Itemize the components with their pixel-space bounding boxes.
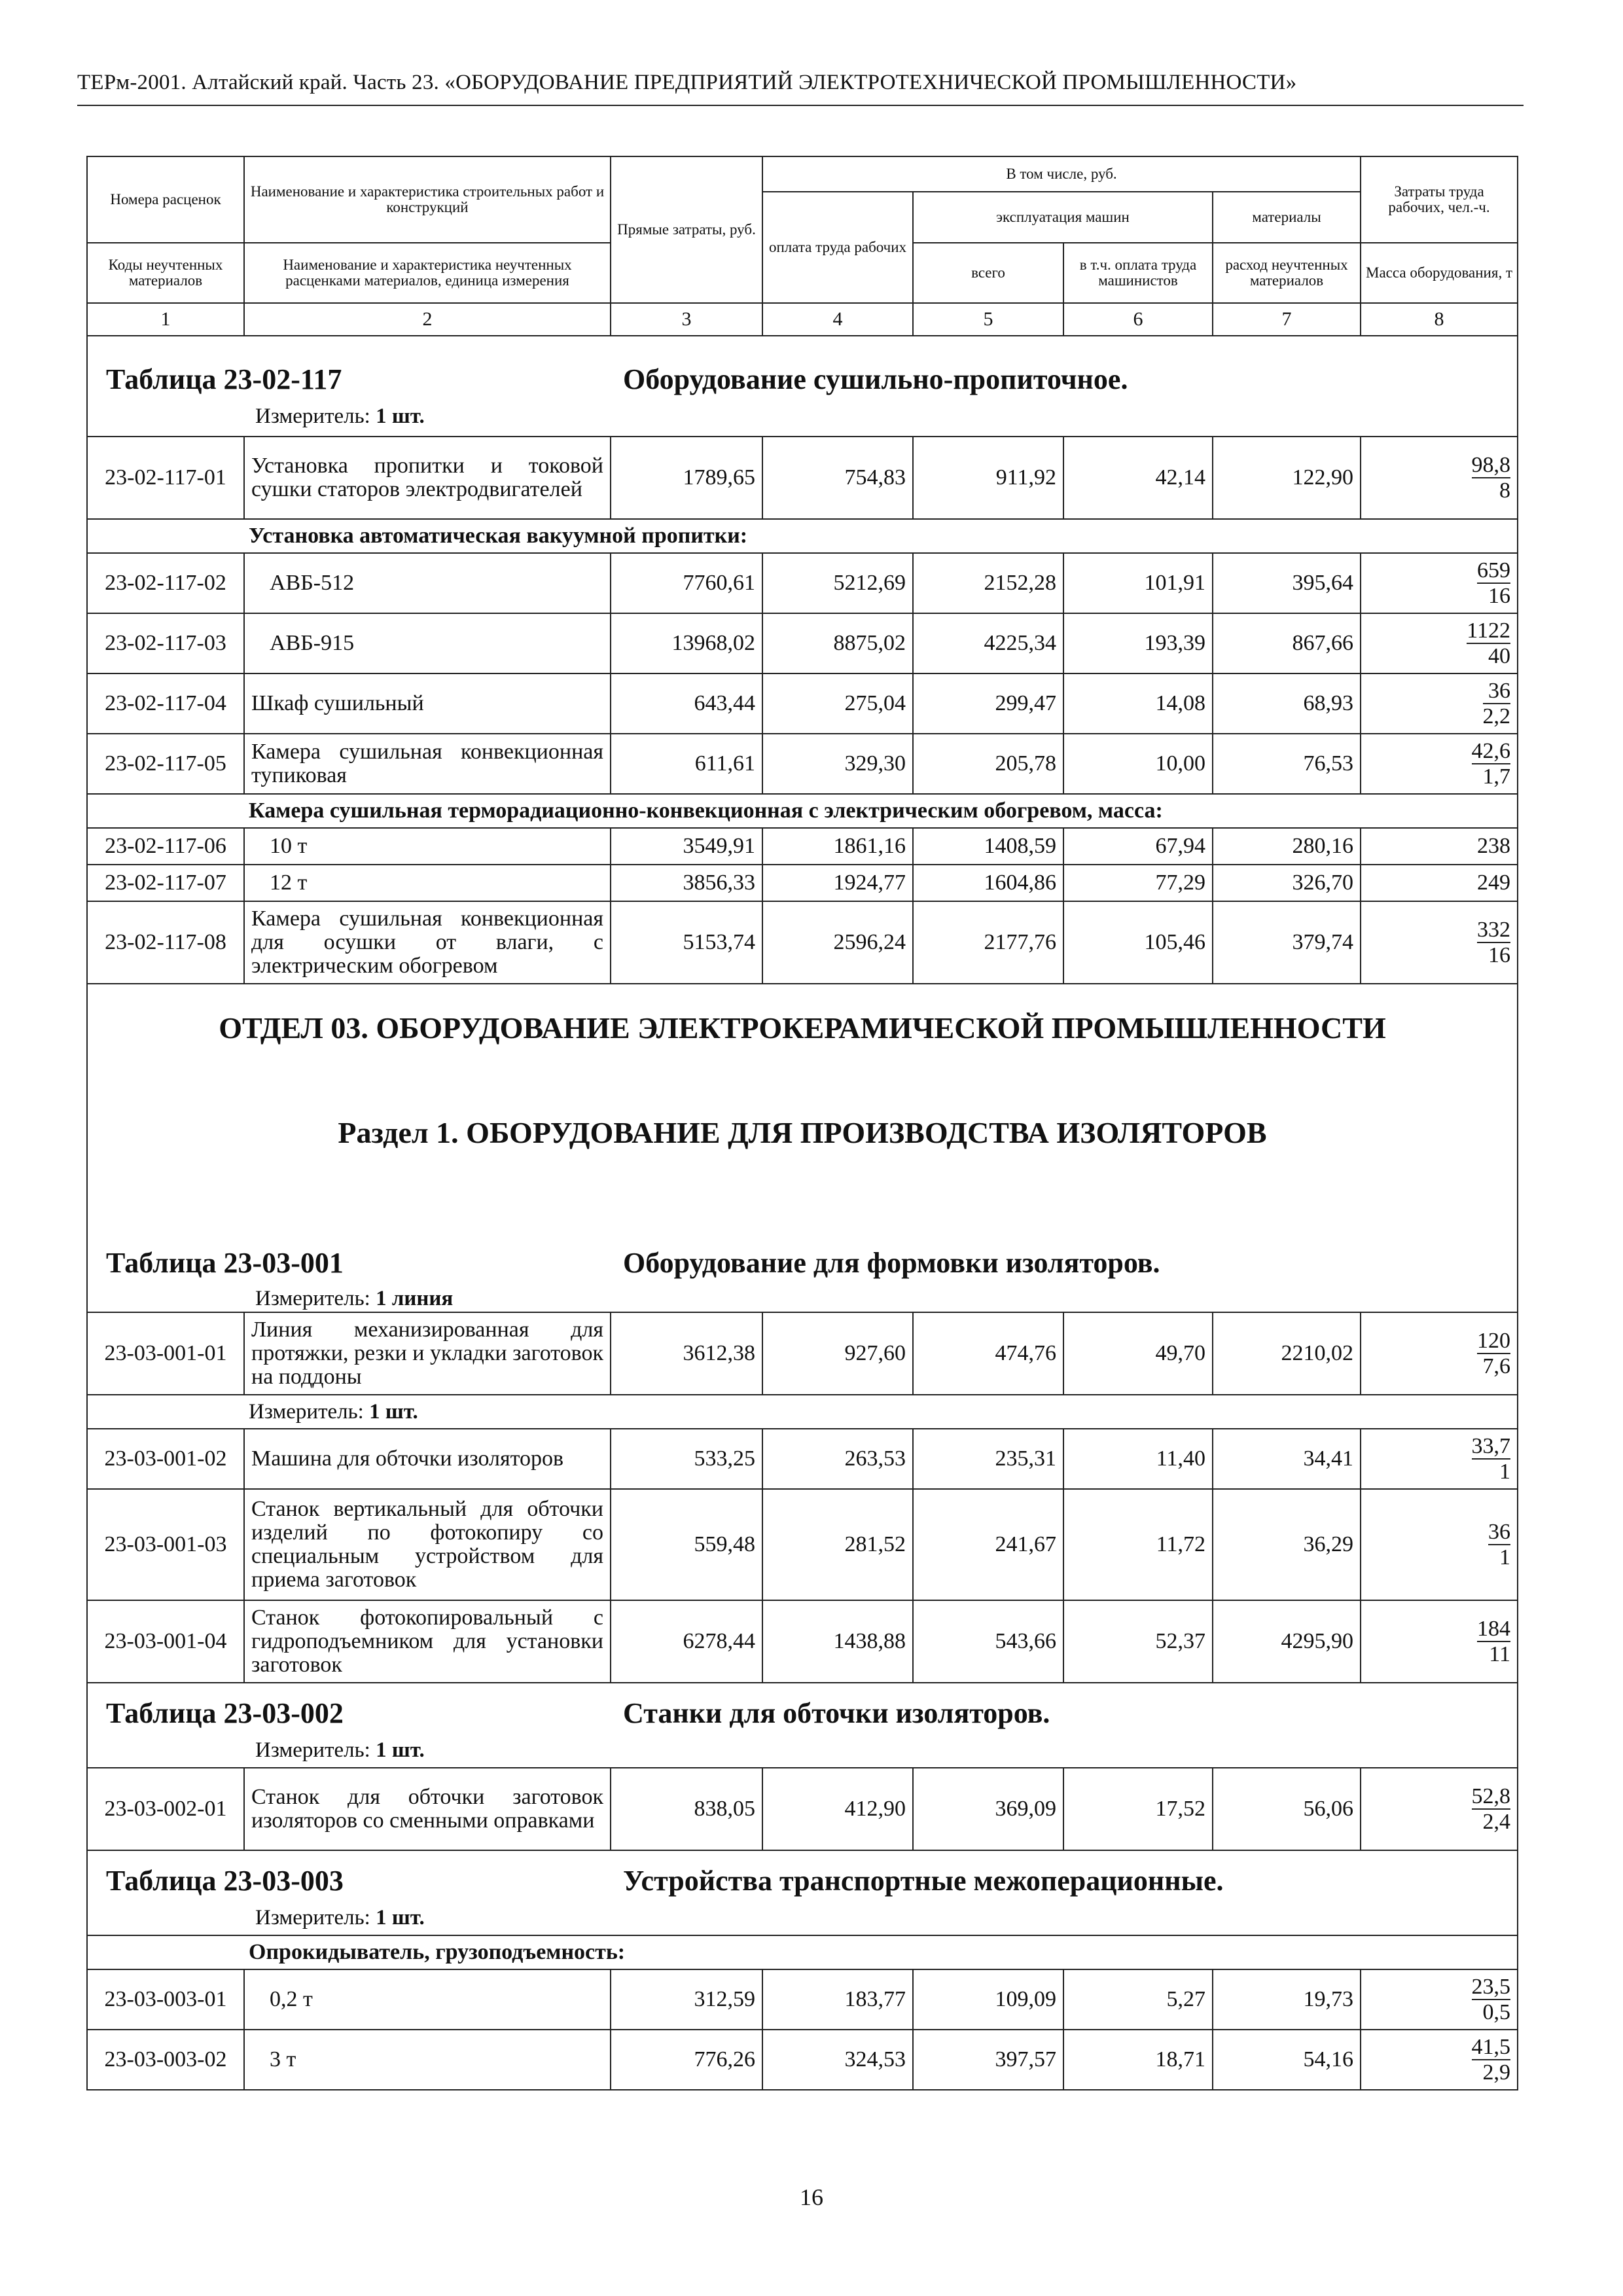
machines-total: 2177,76 — [913, 901, 1063, 984]
operator-pay: 11,72 — [1063, 1489, 1213, 1600]
worker-pay: 324,53 — [762, 2030, 913, 2090]
table-number: Таблица 23-02-117 — [106, 363, 342, 395]
table-row — [87, 1312, 1518, 1395]
direct-costs: 3612,38 — [611, 1312, 762, 1395]
machines-total: 299,47 — [913, 673, 1063, 734]
rate-name: Камера сушильная конвекционная тупиковая — [244, 734, 611, 794]
rate-code: 23-02-117-08 — [87, 901, 244, 984]
machines-total: 4225,34 — [913, 613, 1063, 673]
worker-pay: 1861,16 — [762, 828, 913, 865]
equipment-mass: 238 — [1361, 828, 1518, 865]
rate-name: 10 т — [244, 828, 611, 865]
table-name: Станки для обточки изоляторов. — [623, 1697, 1050, 1729]
rate-code: 23-03-001-04 — [87, 1600, 244, 1683]
worker-pay: 927,60 — [762, 1312, 913, 1395]
department-heading: ОТДЕЛ 03. ОБОРУДОВАНИЕ ЭЛЕКТРОКЕРАМИЧЕСКОЙ ПРОМЫШЛЕННОСТИ — [219, 1011, 1386, 1045]
direct-costs: 838,05 — [611, 1768, 762, 1850]
table-row — [87, 1600, 1518, 1683]
worker-pay: 1438,88 — [762, 1600, 913, 1683]
machines-total: 397,57 — [913, 2030, 1063, 2090]
table-row — [87, 673, 1518, 734]
rate-name: Станок для обточки заготовок изоляторов со сменными оправками — [244, 1768, 611, 1850]
materials: 122,90 — [1213, 437, 1361, 519]
rate-code: 23-02-117-07 — [87, 865, 244, 901]
labor-mass: $\frac{52,8}{2,4}$ — [1361, 1768, 1518, 1850]
direct-costs: 7760,61 — [611, 553, 762, 613]
measure-unit: Измеритель: 1 шт. — [255, 1906, 425, 1929]
table-number: Таблица 23-03-001 — [106, 1247, 344, 1279]
direct-costs: 533,25 — [611, 1429, 762, 1489]
rate-name: Станок фотокопировальный с гидроподъемником для установки заготовок — [244, 1600, 611, 1683]
rate-code: 23-02-117-01 — [87, 437, 244, 519]
rate-name: АВБ-512 — [244, 553, 611, 613]
materials: 68,93 — [1213, 673, 1361, 734]
rate-name: 0,2 т — [244, 1969, 611, 2030]
col-number: 6 — [1063, 303, 1213, 336]
worker-pay: 8875,02 — [762, 613, 913, 673]
subgroup-caption: Установка автоматическая вакуумной пропитки: — [87, 519, 1518, 553]
rate-code: 23-03-001-01 — [87, 1312, 244, 1395]
measure-unit: Измеритель: 1 линия — [255, 1287, 454, 1310]
subgroup-caption: Опрокидыватель, грузоподъемность: — [87, 1935, 1518, 1969]
operator-pay: 49,70 — [1063, 1312, 1213, 1395]
machines-total: 474,76 — [913, 1312, 1063, 1395]
col-number: 3 — [611, 303, 762, 336]
direct-costs: 643,44 — [611, 673, 762, 734]
section-heading: Раздел 1. ОБОРУДОВАНИЕ ДЛЯ ПРОИЗВОДСТВА ИЗОЛЯТОРОВ — [338, 1116, 1267, 1149]
page-number: 16 — [800, 2184, 823, 2210]
worker-pay: 5212,69 — [762, 553, 913, 613]
running-title: ТЕРм-2001. Алтайский край. Часть 23. «ОБОРУДОВАНИЕ ПРЕДПРИЯТИЙ ЭЛЕКТРОТЕХНИЧЕСКОЙ ПРОМЫШЛЕННОСТИ» — [77, 71, 1297, 94]
rate-name: Установка пропитки и токовой сушки статоров электродвигателей — [244, 437, 611, 519]
rate-code: 23-02-117-05 — [87, 734, 244, 794]
section-heading-block — [87, 984, 1518, 1312]
operator-pay: 10,00 — [1063, 734, 1213, 794]
col-number: 5 — [913, 303, 1063, 336]
materials: 280,16 — [1213, 828, 1361, 865]
rate-code: 23-02-117-04 — [87, 673, 244, 734]
operator-pay: 52,37 — [1063, 1600, 1213, 1683]
table-row — [87, 1489, 1518, 1600]
labor-mass: $\frac{659}{16}$ — [1361, 553, 1518, 613]
direct-costs: 3549,91 — [611, 828, 762, 865]
rate-code: 23-02-117-03 — [87, 613, 244, 673]
worker-pay: 329,30 — [762, 734, 913, 794]
labor-mass: $\frac{36}{1}$ — [1361, 1489, 1518, 1600]
table-name: Оборудование для формовки изоляторов. — [623, 1247, 1160, 1279]
machines-total: 235,31 — [913, 1429, 1063, 1489]
measure-unit: Измеритель: 1 шт. — [87, 1395, 1518, 1429]
direct-costs: 611,61 — [611, 734, 762, 794]
col-number: 8 — [1361, 303, 1518, 336]
col-including: В том числе, руб. — [762, 156, 1361, 192]
direct-costs: 6278,44 — [611, 1600, 762, 1683]
labor-mass: $\frac{184}{11}$ — [1361, 1600, 1518, 1683]
col-rate-numbers: Номера расценок — [87, 156, 244, 243]
materials: 19,73 — [1213, 1969, 1361, 2030]
table-number: Таблица 23-03-003 — [106, 1865, 344, 1897]
rate-name: Камера сушильная конвекционная для осушки от влаги, с электрическим обогревом — [244, 901, 611, 984]
col-worker-pay: оплата труда рабочих — [762, 192, 913, 303]
direct-costs: 5153,74 — [611, 901, 762, 984]
worker-pay: 183,77 — [762, 1969, 913, 2030]
col-direct-costs: Прямые затраты, руб. — [611, 156, 762, 303]
worker-pay: 263,53 — [762, 1429, 913, 1489]
col-material-codes: Коды неучтенных материалов — [87, 243, 244, 303]
operator-pay: 17,52 — [1063, 1768, 1213, 1850]
machines-total: 1604,86 — [913, 865, 1063, 901]
operator-pay: 11,40 — [1063, 1429, 1213, 1489]
table-row — [87, 901, 1518, 984]
operator-pay: 77,29 — [1063, 865, 1213, 901]
rate-code: 23-03-003-01 — [87, 1969, 244, 2030]
table-row — [87, 1768, 1518, 1850]
table-row — [87, 2030, 1518, 2090]
labor-mass: $\frac{42,6}{1,7}$ — [1361, 734, 1518, 794]
operator-pay: 105,46 — [1063, 901, 1213, 984]
direct-costs: 559,48 — [611, 1489, 762, 1600]
worker-pay: 275,04 — [762, 673, 913, 734]
rates-table — [86, 156, 1518, 2090]
materials: 2210,02 — [1213, 1312, 1361, 1395]
rate-name: Шкаф сушильный — [244, 673, 611, 734]
measure-unit: Измеритель: 1 шт. — [255, 1738, 425, 1762]
direct-costs: 1789,65 — [611, 437, 762, 519]
rate-code: 23-03-002-01 — [87, 1768, 244, 1850]
rate-name: Станок вертикальный для обточки изделий по фотокопиру со специальным устройством для приема заготовок — [244, 1489, 611, 1600]
materials: 867,66 — [1213, 613, 1361, 673]
operator-pay: 5,27 — [1063, 1969, 1213, 2030]
table-name: Оборудование сушильно-пропиточное. — [623, 363, 1128, 395]
labor-mass: $\frac{98,8}{8}$ — [1361, 437, 1518, 519]
table-row — [87, 1429, 1518, 1489]
rate-name: 12 т — [244, 865, 611, 901]
table-row — [87, 437, 1518, 519]
labor-mass: $\frac{120}{7,6}$ — [1361, 1312, 1518, 1395]
col-equipment-mass: Масса оборудования, т — [1361, 243, 1518, 303]
labor-mass: $\frac{1122}{40}$ — [1361, 613, 1518, 673]
table-row — [87, 734, 1518, 794]
table-title-block — [87, 336, 1518, 437]
direct-costs: 776,26 — [611, 2030, 762, 2090]
col-materials: материалы — [1213, 192, 1361, 243]
col-operator-pay: в т.ч. оплата труда машинистов — [1063, 243, 1213, 303]
machines-total: 543,66 — [913, 1600, 1063, 1683]
col-work-name: Наименование и характеристика строительных работ и конструкций — [244, 156, 611, 243]
direct-costs: 13968,02 — [611, 613, 762, 673]
table-row — [87, 828, 1518, 865]
machines-total: 2152,28 — [913, 553, 1063, 613]
machines-total: 205,78 — [913, 734, 1063, 794]
labor-mass: $\frac{332}{16}$ — [1361, 901, 1518, 984]
rate-name: Линия механизированная для протяжки, резки и укладки заготовок на поддоны — [244, 1312, 611, 1395]
machines-total: 369,09 — [913, 1768, 1063, 1850]
materials: 34,41 — [1213, 1429, 1361, 1489]
direct-costs: 3856,33 — [611, 865, 762, 901]
labor-mass: $\frac{36}{2,2}$ — [1361, 673, 1518, 734]
measure-unit: Измеритель: 1 шт. — [255, 404, 425, 428]
col-number: 4 — [762, 303, 913, 336]
materials: 76,53 — [1213, 734, 1361, 794]
col-material-names: Наименование и характеристика неучтенных расценками материалов, единица измерения — [244, 243, 611, 303]
operator-pay: 193,39 — [1063, 613, 1213, 673]
worker-pay: 1924,77 — [762, 865, 913, 901]
materials: 326,70 — [1213, 865, 1361, 901]
worker-pay: 412,90 — [762, 1768, 913, 1850]
materials: 395,64 — [1213, 553, 1361, 613]
rate-code: 23-02-117-06 — [87, 828, 244, 865]
col-machines-total: всего — [913, 243, 1063, 303]
materials: 4295,90 — [1213, 1600, 1361, 1683]
machines-total: 109,09 — [913, 1969, 1063, 2030]
table-number: Таблица 23-03-002 — [106, 1697, 344, 1729]
machines-total: 1408,59 — [913, 828, 1063, 865]
table-name: Устройства транспортные межоперационные. — [623, 1865, 1224, 1897]
table-row — [87, 613, 1518, 673]
operator-pay: 14,08 — [1063, 673, 1213, 734]
col-labor-costs: Затраты труда рабочих, чел.-ч. — [1361, 156, 1518, 243]
table-row — [87, 865, 1518, 901]
col-number: 1 — [87, 303, 244, 336]
labor-mass: $\frac{23,5}{0,5}$ — [1361, 1969, 1518, 2030]
header-rule — [77, 105, 1524, 106]
subgroup-caption: Камера сушильная терморадиационно-конвекционная с электрическим обогревом, масса: — [87, 794, 1518, 828]
table-row — [87, 1969, 1518, 2030]
rate-code: 23-02-117-02 — [87, 553, 244, 613]
direct-costs: 312,59 — [611, 1969, 762, 2030]
table-title-block — [87, 1850, 1518, 1935]
machines-total: 911,92 — [913, 437, 1063, 519]
table-title-block — [87, 1683, 1518, 1768]
operator-pay: 42,14 — [1063, 437, 1213, 519]
machines-total: 241,67 — [913, 1489, 1063, 1600]
table-row — [87, 553, 1518, 613]
equipment-mass: 249 — [1361, 865, 1518, 901]
operator-pay: 67,94 — [1063, 828, 1213, 865]
rate-name: АВБ-915 — [244, 613, 611, 673]
rate-name: 3 т — [244, 2030, 611, 2090]
col-machine-operation: эксплуатация машин — [913, 192, 1213, 243]
materials: 379,74 — [1213, 901, 1361, 984]
col-unaccounted-materials: расход неучтенных материалов — [1213, 243, 1361, 303]
operator-pay: 101,91 — [1063, 553, 1213, 613]
rate-code: 23-03-001-02 — [87, 1429, 244, 1489]
col-number: 7 — [1213, 303, 1361, 336]
worker-pay: 754,83 — [762, 437, 913, 519]
materials: 54,16 — [1213, 2030, 1361, 2090]
rate-code: 23-03-003-02 — [87, 2030, 244, 2090]
materials: 36,29 — [1213, 1489, 1361, 1600]
operator-pay: 18,71 — [1063, 2030, 1213, 2090]
rate-code: 23-03-001-03 — [87, 1489, 244, 1600]
worker-pay: 2596,24 — [762, 901, 913, 984]
materials: 56,06 — [1213, 1768, 1361, 1850]
labor-mass: $\frac{41,5}{2,9}$ — [1361, 2030, 1518, 2090]
labor-mass: $\frac{33,7}{1}$ — [1361, 1429, 1518, 1489]
rate-name: Машина для обточки изоляторов — [244, 1429, 611, 1489]
col-number: 2 — [244, 303, 611, 336]
worker-pay: 281,52 — [762, 1489, 913, 1600]
